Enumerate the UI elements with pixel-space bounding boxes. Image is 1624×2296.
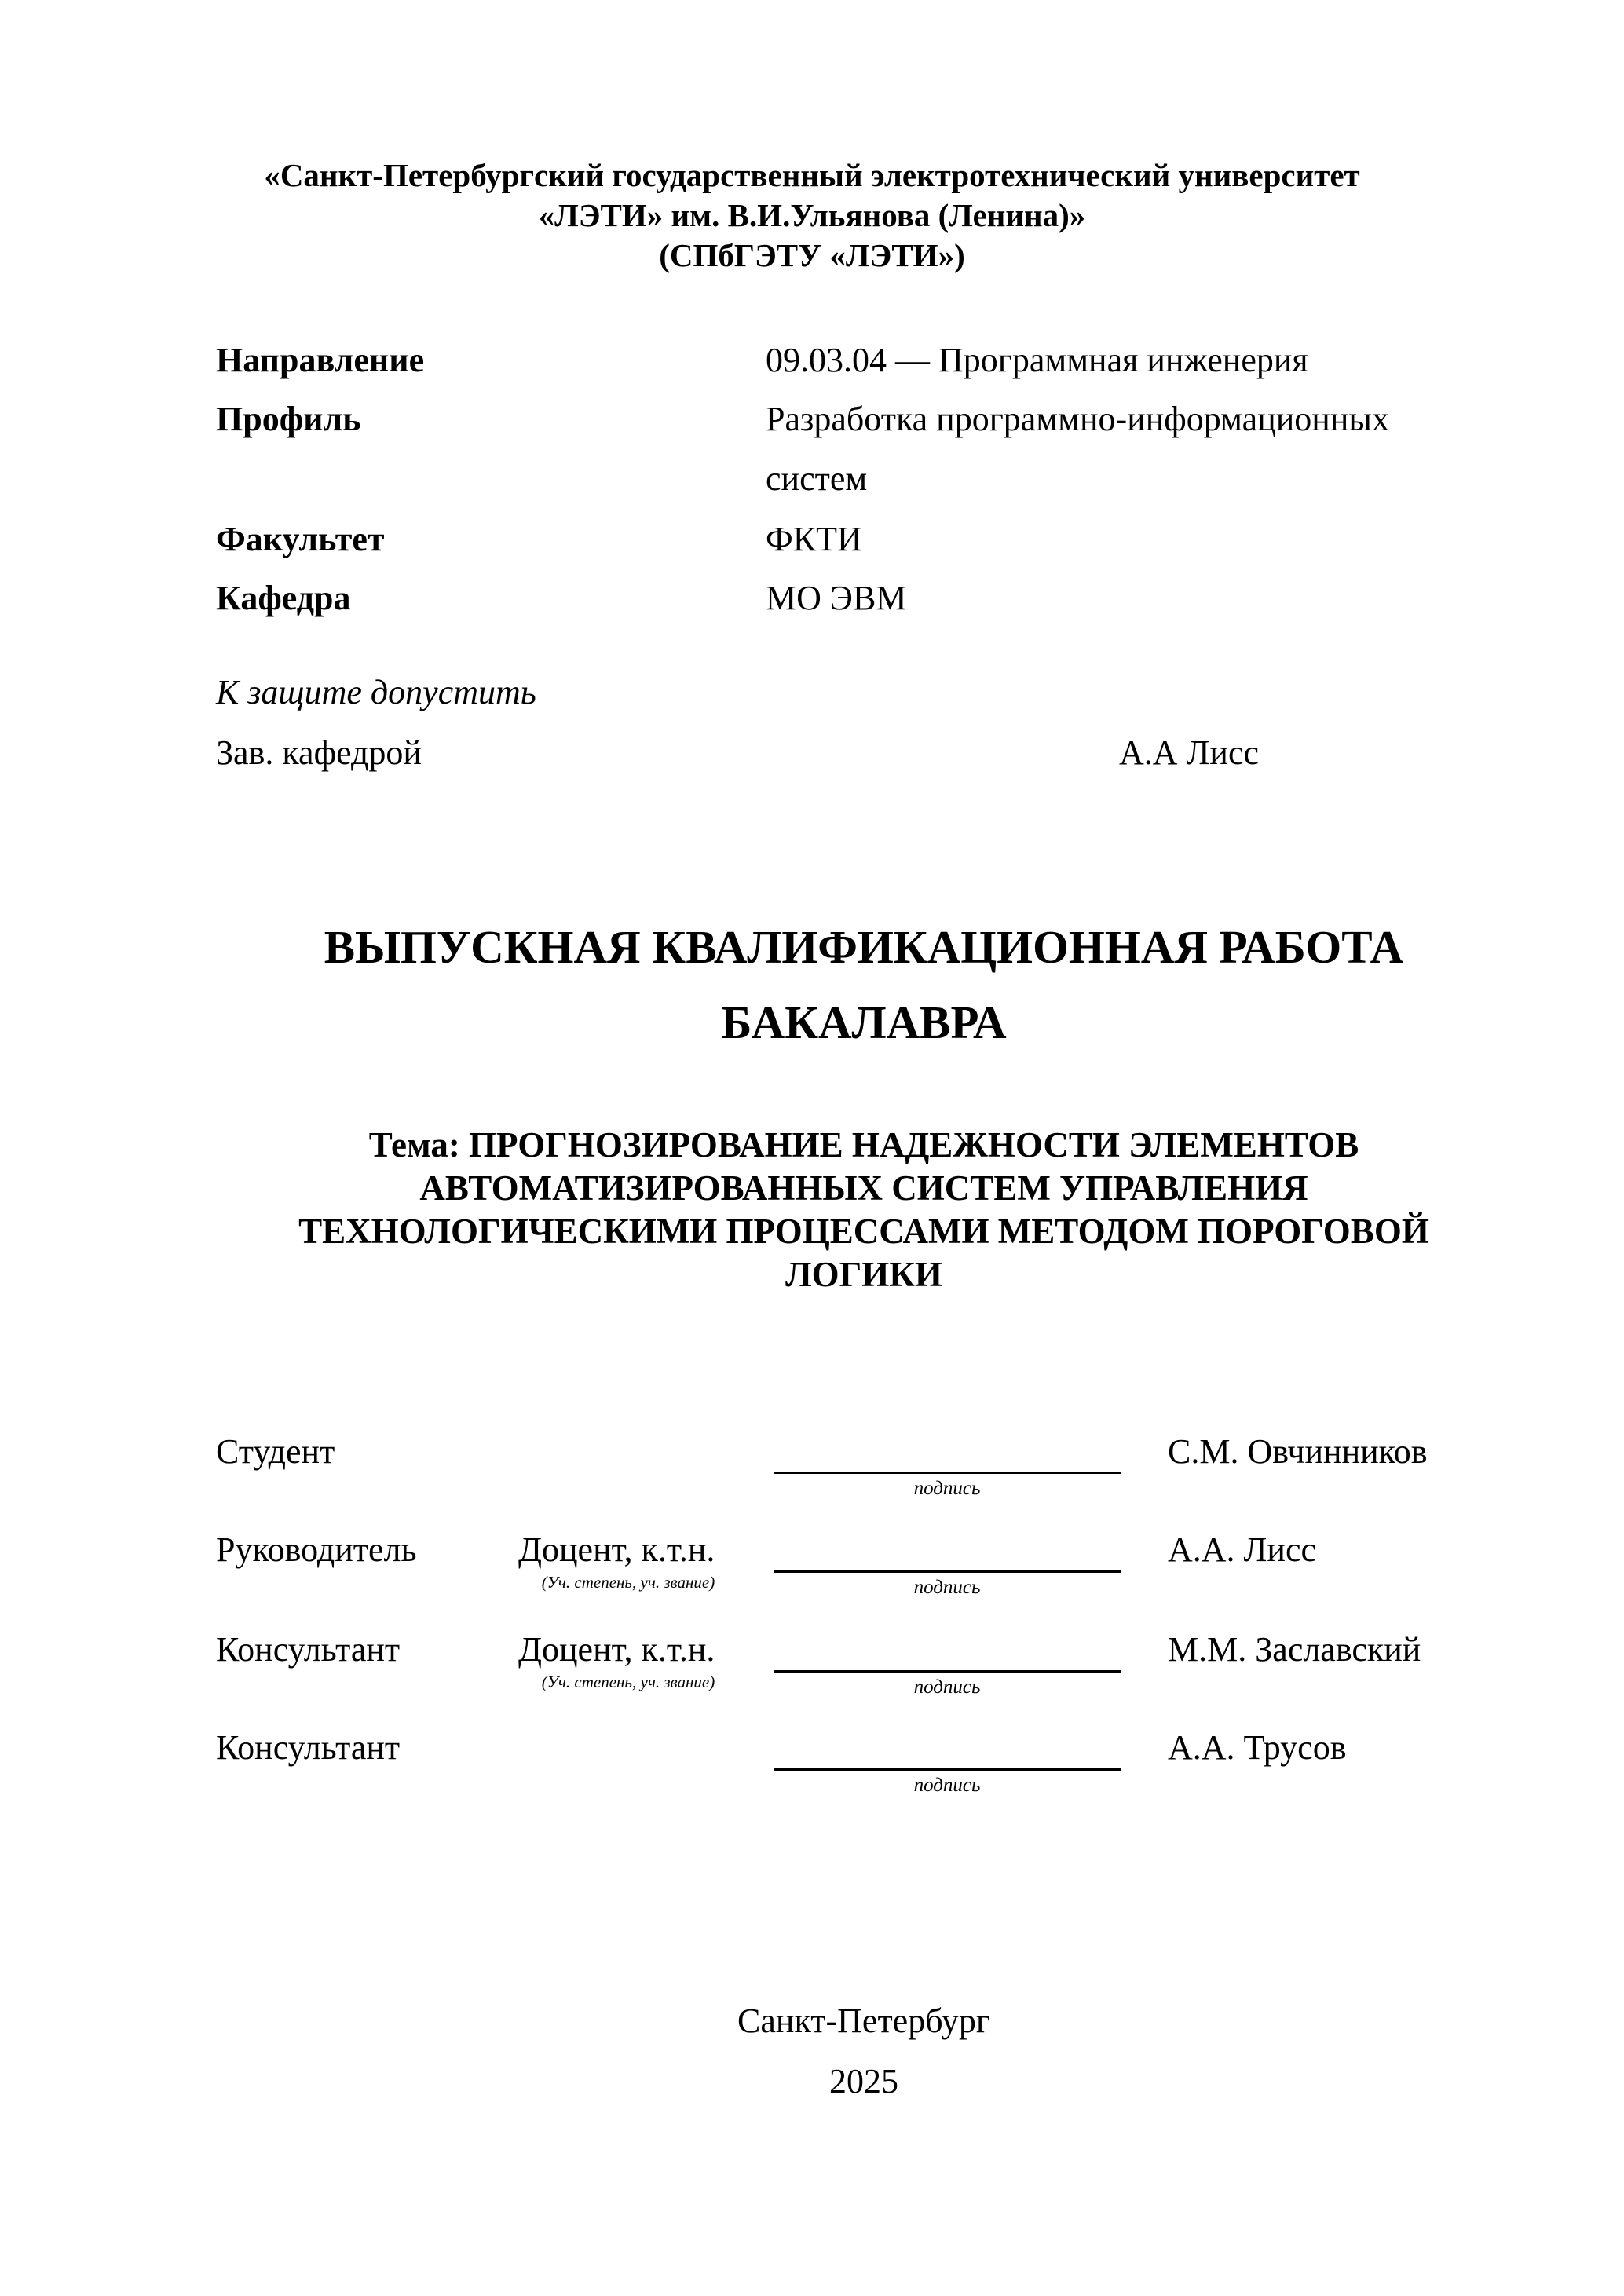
- head-of-department-name: А.А Лисс: [1119, 733, 1259, 772]
- field-value-profile: Разработка программно-информационных: [766, 400, 1389, 438]
- field-value-faculty: ФКТИ: [766, 520, 862, 558]
- signature-name: А.А. Трусов: [1168, 1728, 1347, 1767]
- signature-role: Студент: [216, 1432, 335, 1471]
- signature-line[interactable]: [774, 1472, 1121, 1474]
- footer-city: Санкт-Петербург: [737, 2002, 990, 2040]
- admit-to-defense-label: К защите допустить: [216, 673, 536, 711]
- university-abbreviation: (СПбГЭТУ «ЛЭТИ»): [659, 237, 965, 273]
- signature-caption: подпись: [913, 1577, 981, 1598]
- signature-degree: Доцент, к.т.н.: [518, 1530, 715, 1569]
- field-label-faculty: Факультет: [216, 520, 385, 558]
- title-line2: БАКАЛАВРА: [721, 996, 1007, 1048]
- title-line1: ВЫПУСКНАЯ КВАЛИФИКАЦИОННАЯ РАБОТА: [324, 921, 1404, 973]
- head-of-department-label: Зав. кафедрой: [216, 733, 422, 772]
- footer-year: 2025: [829, 2062, 898, 2100]
- topic-line4: ЛОГИКИ: [785, 1255, 942, 1294]
- topic-line1: Тема: ПРОГНОЗИРОВАНИЕ НАДЕЖНОСТИ ЭЛЕМЕНТОВ: [368, 1125, 1359, 1164]
- signature-role: Консультант: [216, 1728, 401, 1767]
- signature-line[interactable]: [774, 1570, 1121, 1573]
- signature-name: С.М. Овчинников: [1168, 1432, 1428, 1471]
- degree-caption: (Уч. степень, уч. звание): [541, 1573, 715, 1592]
- signature-line[interactable]: [774, 1768, 1121, 1771]
- field-value-profile-cont: систем: [766, 459, 868, 498]
- field-value-department: МО ЭВМ: [766, 579, 907, 617]
- signature-degree: Доцент, к.т.н.: [518, 1630, 715, 1669]
- signature-name: А.А. Лисс: [1168, 1530, 1316, 1569]
- degree-caption: (Уч. степень, уч. звание): [541, 1673, 715, 1691]
- signature-caption: подпись: [913, 1676, 981, 1698]
- signature-line[interactable]: [774, 1670, 1121, 1673]
- field-label-direction: Направление: [216, 341, 425, 379]
- signature-caption: подпись: [913, 1775, 981, 1796]
- field-label-profile: Профиль: [216, 400, 361, 438]
- signature-role: Консультант: [216, 1630, 401, 1669]
- university-name-line2: «ЛЭТИ» им. В.И.Ульянова (Ленина)»: [538, 197, 1086, 233]
- signature-caption: подпись: [913, 1478, 981, 1499]
- topic-line3: ТЕХНОЛОГИЧЕСКИМИ ПРОЦЕССАМИ МЕТОДОМ ПОРОГОВОЙ: [298, 1212, 1429, 1251]
- field-label-department: Кафедра: [216, 579, 351, 617]
- university-name-line1: «Санкт-Петербургский государственный электротехнический университет: [264, 157, 1360, 193]
- field-value-direction: 09.03.04 — Программная инженерия: [766, 341, 1308, 379]
- topic-line2: АВТОМАТИЗИРОВАННЫХ СИСТЕМ УПРАВЛЕНИЯ: [419, 1168, 1308, 1208]
- signature-role: Руководитель: [216, 1530, 417, 1569]
- signature-name: М.М. Заславский: [1168, 1630, 1421, 1669]
